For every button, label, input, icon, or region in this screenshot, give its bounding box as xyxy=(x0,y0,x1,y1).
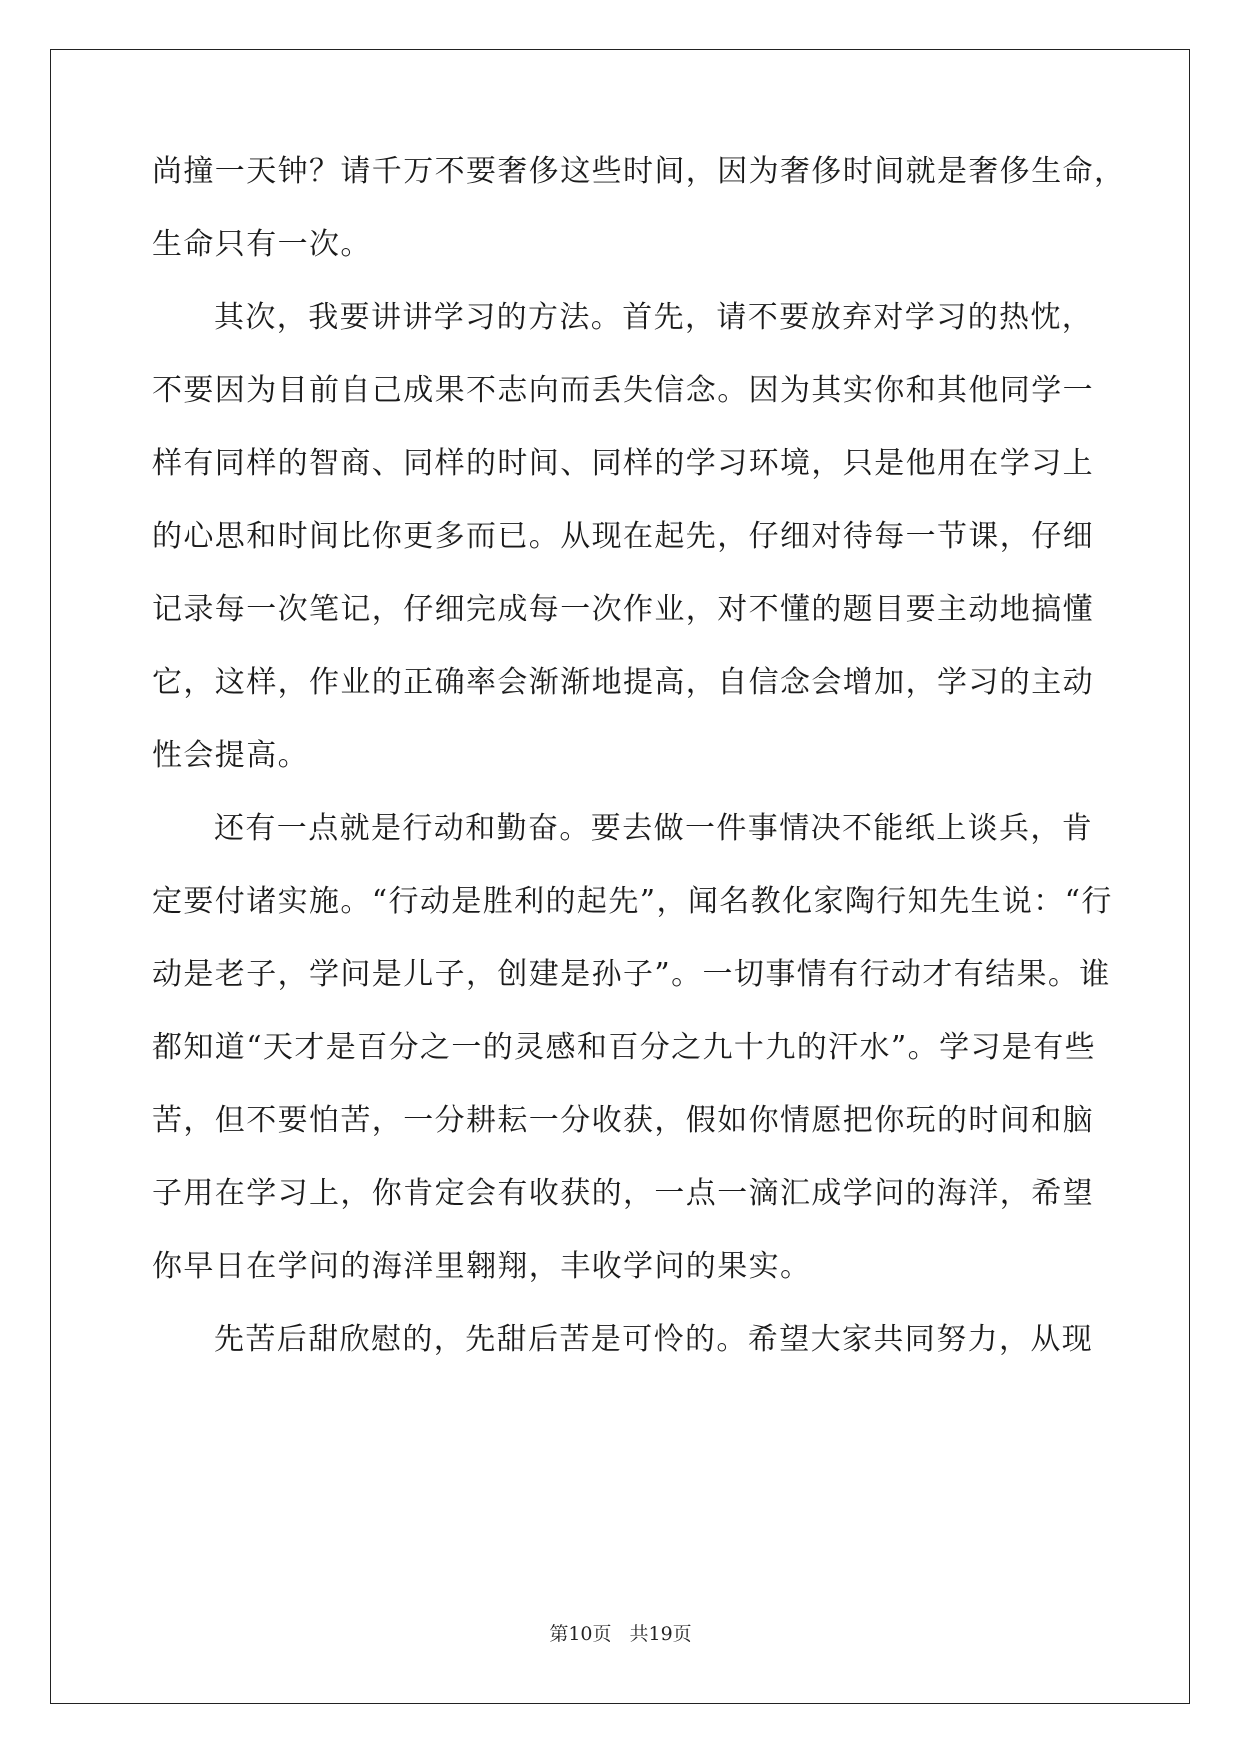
body-line: 性会提高。 xyxy=(152,738,309,773)
body-line: 不要因为目前自己成果不志向而丢失信念。因为其实你和其他同学一 xyxy=(152,373,1094,408)
body-line: 苦，但不要怕苦，一分耕耘一分收获，假如你情愿把你玩的时间和脑 xyxy=(152,1103,1094,1138)
page-footer xyxy=(0,1622,1241,1646)
body-line: 你早日在学问的海洋里翱翔，丰收学问的果实。 xyxy=(152,1249,812,1284)
paragraph-start-line: 先苦后甜欣慰的，先甜后苦是可怜的。希望大家共同努力，从现 xyxy=(214,1322,1094,1357)
body-line: 尚撞一天钟？请千万不要奢侈这些时间，因为奢侈时间就是奢侈生命， xyxy=(152,154,1126,189)
paragraph-start-line: 还有一点就是行动和勤奋。要去做一件事情决不能纸上谈兵，肯 xyxy=(214,811,1094,846)
page-number: 第10页 xyxy=(549,1623,612,1645)
body-line: 都知道“天才是百分之一的灵感和百分之九十九的汗水”。学习是有些 xyxy=(152,1030,1097,1065)
body-line: 动是老子，学问是儿子，创建是孙子”。一切事情有行动才有结果。谁 xyxy=(152,957,1111,992)
body-line: 生命只有一次。 xyxy=(152,227,372,262)
body-line: 样有同样的智商、同样的时间、同样的学习环境，只是他用在学习上 xyxy=(152,446,1094,481)
body-line: 子用在学习上，你肯定会有收获的，一点一滴汇成学问的海洋，希望 xyxy=(152,1176,1094,1211)
body-line: 的心思和时间比你更多而已。从现在起先，仔细对待每一节课，仔细 xyxy=(152,519,1094,554)
body-line: 它，这样，作业的正确率会渐渐地提高，自信念会增加，学习的主动 xyxy=(152,665,1094,700)
body-line: 定要付诸实施。“行动是胜利的起先”，闻名教化家陶行知先生说：“行 xyxy=(152,884,1113,919)
page-total: 共19页 xyxy=(629,1623,692,1645)
paragraph-start-line: 其次，我要讲讲学习的方法。首先，请不要放弃对学习的热忱， xyxy=(214,300,1094,335)
body-line: 记录每一次笔记，仔细完成每一次作业，对不懂的题目要主动地搞懂 xyxy=(152,592,1094,627)
